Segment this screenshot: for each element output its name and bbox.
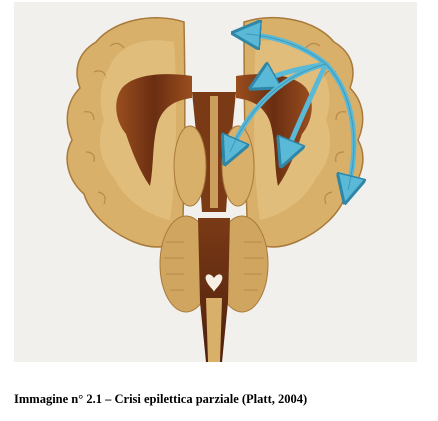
brain-illustration <box>14 2 417 362</box>
left-thalamus <box>174 126 206 206</box>
figure-caption: Immagine n° 2.1 – Crisi epilettica parziale (Platt, 2004) <box>14 392 308 406</box>
spinal-cord <box>206 298 222 362</box>
midline-septum <box>210 96 218 208</box>
